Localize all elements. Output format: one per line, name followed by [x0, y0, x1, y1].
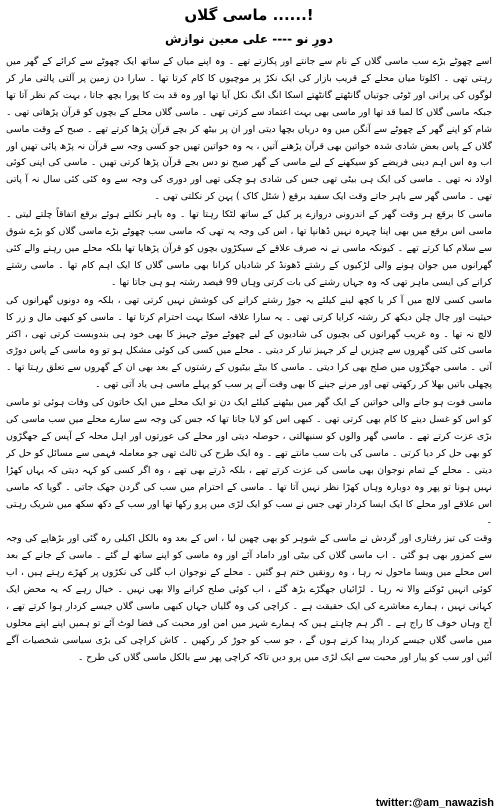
twitter-handle: twitter:@am_nawazish: [375, 797, 494, 809]
article-paragraph: ماسی فوت ہو جانے والی خواتین کے ایک گھر میں بیٹھنے کیلئے ایک دن تو ایک محلے میں ایک خاتون کی وفات ہوئی تو ماسی کو اس کو غسل دینے کا کام بھی کرتی تھی ۔ کبھی اس کو لایا جاتا تھا کہ جس کی وجہ سے سارے محلے میں سب ماسی کی بڑی عزت کرتے تھے ۔ ماسی گھر والوں کو سنبھالتی ، حوصلہ دیتی اور محلے کی عورتوں اور اہل محلہ کے آپس کے جھگڑوں کو بھی حل کر دیا کرتی ۔ ماسی کی بات سب مانتے تھے ۔ وہ ایک طرح کی ثالث تھی جو معاملہ فہمی سے مسائل کو حل کر دیتی ۔ محلے کے تمام نوجوان بھی ماسی کی عزت کرتے تھے ، بلکہ ڈرتے بھی تھے ، وہ اگر کسی کو کہہ دیتی کہ یہاں کھڑا نہیں ہونا تو پھر وہ دوبارہ وہاں کھڑا نظر نہیں آتا تھا ۔ ماسی کے احترام میں سب کی گردن جھک جاتی ۔ گویا کہ ماسی اس علاقے اور محلے کا ایک ایسا کردار تھی جس نے سب کو ایک لڑی میں پرو رکھا تھا اور سب کے دکھ سکھ میں شریک رہتی ۔: [6, 397, 492, 527]
article-paragraph: ماسی کسی لالچ میں آ کر یا کچھ لینے کیلئے یہ جوڑ رشتے کرانے کی کوشش نہیں کرتی تھی ، بلکہ وہ دونوں گھرانوں کی حیثیت اور چال چلن دیکھ کر رشتہ کرایا کرتی تھی ۔ یہ سارا علاقہ اسکا بہت احترام کرتا تھا ۔ ماسی کو کبھی مال و زر کا لالچ نہ تھا ۔ وہ غریب گھرانوں کی بچیوں کی شادیوں کے لیے چھوٹے موٹے جہیز کا بھی خود ہی بندوبست کرتی تھی ، اکثر ماسی کئی کئی گھروں سے چیزیں لے کر جہیز تیار کر دیتی ۔ محلے میں کسی کی کوئی مشکل ہو تو وہ ماسی کے پاس دوڑی آتی ۔ ماسی جھگڑوں میں صلح بھی کرا دیتی ۔ ماسی کا بیٹے بیٹیوں کے رشتوں کے بعد بھی ان کے گھروں سے تعلق رہتا تھا ۔ پچھلی باتیں بھلا کر رکھتی تھی اور مرنے جینے کا بھی وقت آنے پر سب کو پہلے ماسی ہی یاد آتی تھی ۔: [6, 294, 492, 391]
article-title: ماسی گلاں ......!: [184, 6, 314, 24]
article-body: [6, 54, 492, 789]
article-paragraph: وقت کی تیز رفتاری اور گردش نے ماسی کے شوہر کو بھی چھین لیا ، اس کے بعد وہ بالکل اکیلی رہ گئی اور بڑھاپے کی وجہ سے کمزور بھی ہو گئی ۔ اب ماسی گلاں کی بیٹی اور داماد آئے اور وہ ماسی کو اپنے ساتھ لے گئے ۔ ماسی کے جانے کے بعد اس محلے میں ویسا ماحول نہ رہا ، وہ رونقیں ختم ہو گئیں ۔ محلے کے نوجوان اب گلی کی نکڑوں پر کھڑے رہتے ہیں ، اب کوئی انہیں ٹوکنے والا نہ رہا ۔ لڑائیاں جھگڑے بڑھ گئے ، اب کوئی صلح کرانے والا بھی نہیں ۔ خیال رہے کہ یہ محض ایک کہانی نہیں ، ہمارے معاشرے کی ایک حقیقت ہے ۔ کراچی کی وہ گلیاں جہاں کبھی ماسی گلاں جیسے کردار ہوا کرتے تھے ، آج وہاں خوف کا راج ہے ۔ اگر ہم چاہتے ہیں کہ ہمارے شہر میں امن اور محبت کی فضا لوٹ آئے تو ہمیں اپنے اپنے محلوں میں ماسی گلاں جیسے کردار پیدا کرنے ہوں گے ، جو سب کو جوڑ کر رکھیں ۔ کاش کراچی کی بڑی سیاسی شخصیات آگے آئیں اور سب کو پیار اور محبت سے ایک لڑی میں پرو دیں تاکہ کراچی پھر سے بالکل ماسی گلاں کی طرح ۔: [6, 533, 492, 663]
article-byline: دورِ نو ---- علی معین نوازش: [164, 32, 334, 46]
article-paragraph: ماسی کا برقع ہر وقت گھر کے اندرونی دروازے پر کیل کے ساتھ لٹکا رہتا تھا ۔ وہ باہر نکلتے ہوئے برقع اتفاقاً چلتے لیتی ۔ ماسی اس برقع میں بھی اپنا چہرہ نہیں ڈھانپا تھا ، اس کی وجہ یہ تھی کہ ماسی سب چھوٹے بڑے ماسی گلاں کو بڑے شوق سے سلام کیا کرتے تھے ۔ کیونکہ ماسی نے نہ صرف علاقے کے سیکڑوں بچوں کو قرآن پڑھایا تھا بلکہ محلے میں رہنے والے کئی گھرانوں میں جوان ہونے والی لڑکیوں کے رشتے ڈھونڈ کر شادیاں کرانا بھی ماسی گلاں کا ایک اہم کام تھا ۔ ماسی رشتے کرانے کی ایسی ماہر تھی کہ وہ جہاں رشتے کی بات کرتی وہاں 99 فیصد رشتہ ہو ہی جاتا تھا ۔: [6, 209, 492, 288]
article-paragraph: اسے چھوٹے بڑے سب ماسی گلاں کے نام سے جانتے اور پکارتے تھے ۔ وہ اپنے میاں کے ساتھ ایک چھوٹے سے کرائے کے گھر میں رہتی تھی ۔ اکلوتا میاں محلے کے قریب بازار کی ایک نکڑ پر موچیوں کا کام کرتا تھا ۔ سارا دن زمین پر آلتی پالتی مار کر لوگوں کی پرانی اور ٹوٹی جوتیاں گانٹھتے گانٹھتے اسکا انگ انگ نکل آیا تھا اور وہ قد بت کا پورا بچھ جاتا ، بہت کم نظر آتا تھا جبکہ ماسی گلاں کا لمبا قد تھا اور ماسی بھی بہت اعتماد سے کرتی تھی ۔ ماسی گلاں محلے کے بچوں کو قرآن پڑھاتی تھی ۔ شام کو اپنے گھر کے چھوٹے سے آنگن میں وہ دریاں بچھا دیتی اور ان پر بیٹھ کر بچے قرآن پڑھا کرتے تھے ۔ صبح کے وقت ماسی گلاں کے پاس بعض شادی شدہ خواتین بھی قرآن پڑھنے آتیں ، یہ وہ خواتین تھیں جو کسی وجہ سے قرآن نہ پڑھ پائی تھیں اور اب وہ اس اہم دینی فریضے کو سیکھنے کے لیے ماسی کے گھر صبح نو دس بجے قرآن پڑھا کرتی تھیں ۔ ماسی کی اپنی کوئی اولاد نہ تھی ۔ ماسی کی ایک ہی بیٹی تھی جس کی شادی ہو چکی تھی اور دوری کی وجہ سے وہ کئی کئی سال نہ آ پاتی تھی ۔ ماسی گھر سے باہر جاتے وقت ایک سفید برقع ( شٹل کاک ) پہن کر نکلتی تھی ۔: [6, 56, 492, 203]
